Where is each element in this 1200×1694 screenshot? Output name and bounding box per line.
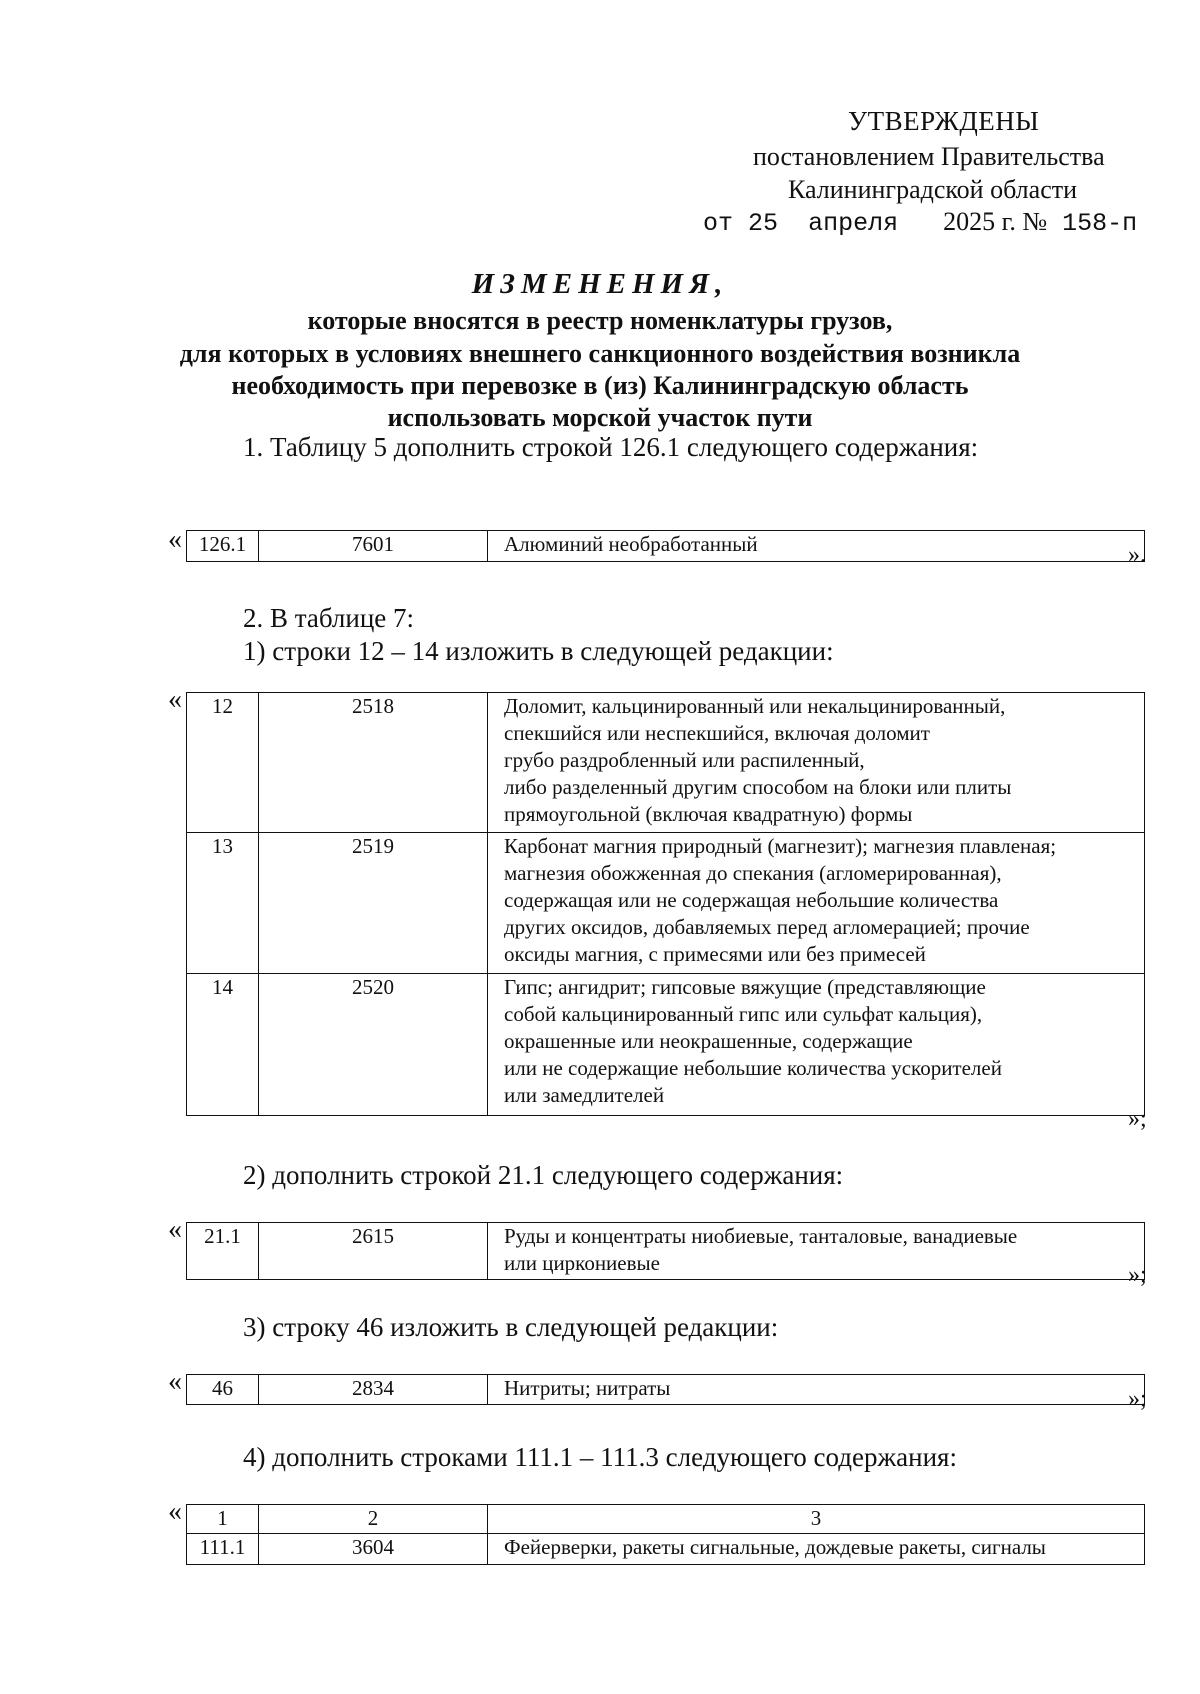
table-row (187, 531, 1145, 562)
row-description: Гипс; ангидрит; гипсовые вяжущие (представляющие собой кальцинированный гипс или сульфат кальция), окрашенные или неокрашенные, содержащие или не содержащие небольшие количества ускорителей или замедлителей (488, 974, 1145, 1116)
table-row (187, 693, 1145, 833)
open-quote: « (168, 1214, 182, 1245)
row-number: 126.1 (187, 531, 259, 562)
row-code: 2520 (259, 974, 488, 1116)
row-number: 21.1 (187, 1223, 259, 1280)
column-header: 3 (488, 1505, 1145, 1534)
row-code: 3604 (259, 1534, 488, 1565)
table-row (187, 1223, 1145, 1280)
section-2-4-text: 4) дополнить строками 111.1 – 111.3 следующего содержания: (243, 1442, 957, 1472)
table-row (187, 974, 1145, 1116)
date-month: апреля (808, 209, 899, 238)
column-header: 2 (259, 1505, 488, 1534)
row-description: Нитриты; нитраты (488, 1375, 1145, 1405)
approval-region: Калининградской области (788, 175, 1078, 204)
approval-date-number (703, 205, 1137, 241)
row-description: Карбонат магния природный (магнезит); магнезия плавленая; магнезия обожженная до спекания (агломерированная), содержащая или не содержащая небольшие количества других оксидов, добавляемых перед агломерацией; прочие оксиды магния, с примесями или без примесей (488, 833, 1145, 974)
document-number: 158-п (1062, 209, 1138, 238)
table-section-2-1 (186, 692, 1145, 1116)
row-code: 2834 (259, 1375, 488, 1405)
heading-line: которые вносятся в реестр номенклатуры грузов, (307, 306, 893, 335)
heading-line: для которых в условиях внешнего санкционного воздействия возникла (179, 339, 1021, 368)
table-section-2-3 (186, 1374, 1145, 1405)
close-quote: »; (1128, 1106, 1147, 1132)
row-number: 46 (187, 1375, 259, 1405)
row-code: 2519 (259, 833, 488, 974)
heading-line: необходимость при перевозке в (из) Калининградскую область (231, 371, 969, 400)
row-number: 13 (187, 833, 259, 974)
document-title: ИЗМЕНЕНИЯ, (471, 268, 729, 300)
open-quote: « (168, 684, 182, 715)
row-description: Алюминий необработанный (488, 531, 1145, 562)
table-row (187, 1534, 1145, 1565)
row-description: Фейерверки, ракеты сигнальные, дождевые ракеты, сигналы (488, 1534, 1145, 1565)
approval-authority: постановлением Правительства (753, 142, 1105, 171)
section-2-text: 2. В таблице 7: (243, 603, 415, 633)
date-prefix: от (703, 209, 734, 238)
section-2-1-text: 1) строки 12 – 14 изложить в следующей редакции: (243, 636, 834, 666)
approval-title: УТВЕРЖДЕНЫ (848, 106, 1040, 136)
open-quote: « (168, 524, 182, 555)
row-description: Доломит, кальцинированный или некальцинированный, спекшийся или неспекшийся, включая доломит грубо раздробленный или распиленный, либо разделенный другим способом на блоки или плиты прямоугольной (включая квадратную) формы (488, 693, 1145, 833)
section-1-text: 1. Таблицу 5 дополнить строкой 126.1 следующего содержания: (243, 432, 979, 462)
close-quote: »; (1128, 1386, 1147, 1412)
column-header: 1 (187, 1505, 259, 1534)
table-section-2-4 (186, 1504, 1145, 1565)
row-code: 2615 (259, 1223, 488, 1280)
row-code: 2518 (259, 693, 488, 833)
table-row (187, 1375, 1145, 1405)
table-header-row (187, 1505, 1145, 1534)
table-section-2-2 (186, 1222, 1145, 1280)
section-2-3-text: 3) строку 46 изложить в следующей редакции: (243, 1312, 779, 1342)
date-day: 25 (748, 209, 779, 238)
section-2-2-text: 2) дополнить строкой 21.1 следующего содержания: (243, 1160, 844, 1190)
date-year: 2025 г. № (943, 207, 1048, 236)
row-number: 12 (187, 693, 259, 833)
heading-line: использовать морской участок пути (387, 403, 813, 432)
table-section-1 (186, 530, 1145, 562)
open-quote: « (168, 1366, 182, 1397)
close-quote: »; (1128, 1262, 1147, 1288)
open-quote: « (168, 1496, 182, 1527)
close-quote: ». (1128, 542, 1146, 568)
row-number: 14 (187, 974, 259, 1116)
table-row (187, 833, 1145, 974)
row-description: Руды и концентраты ниобиевые, танталовые, ванадиевые или циркониевые (488, 1223, 1145, 1280)
row-code: 7601 (259, 531, 488, 562)
row-number: 111.1 (187, 1534, 259, 1565)
